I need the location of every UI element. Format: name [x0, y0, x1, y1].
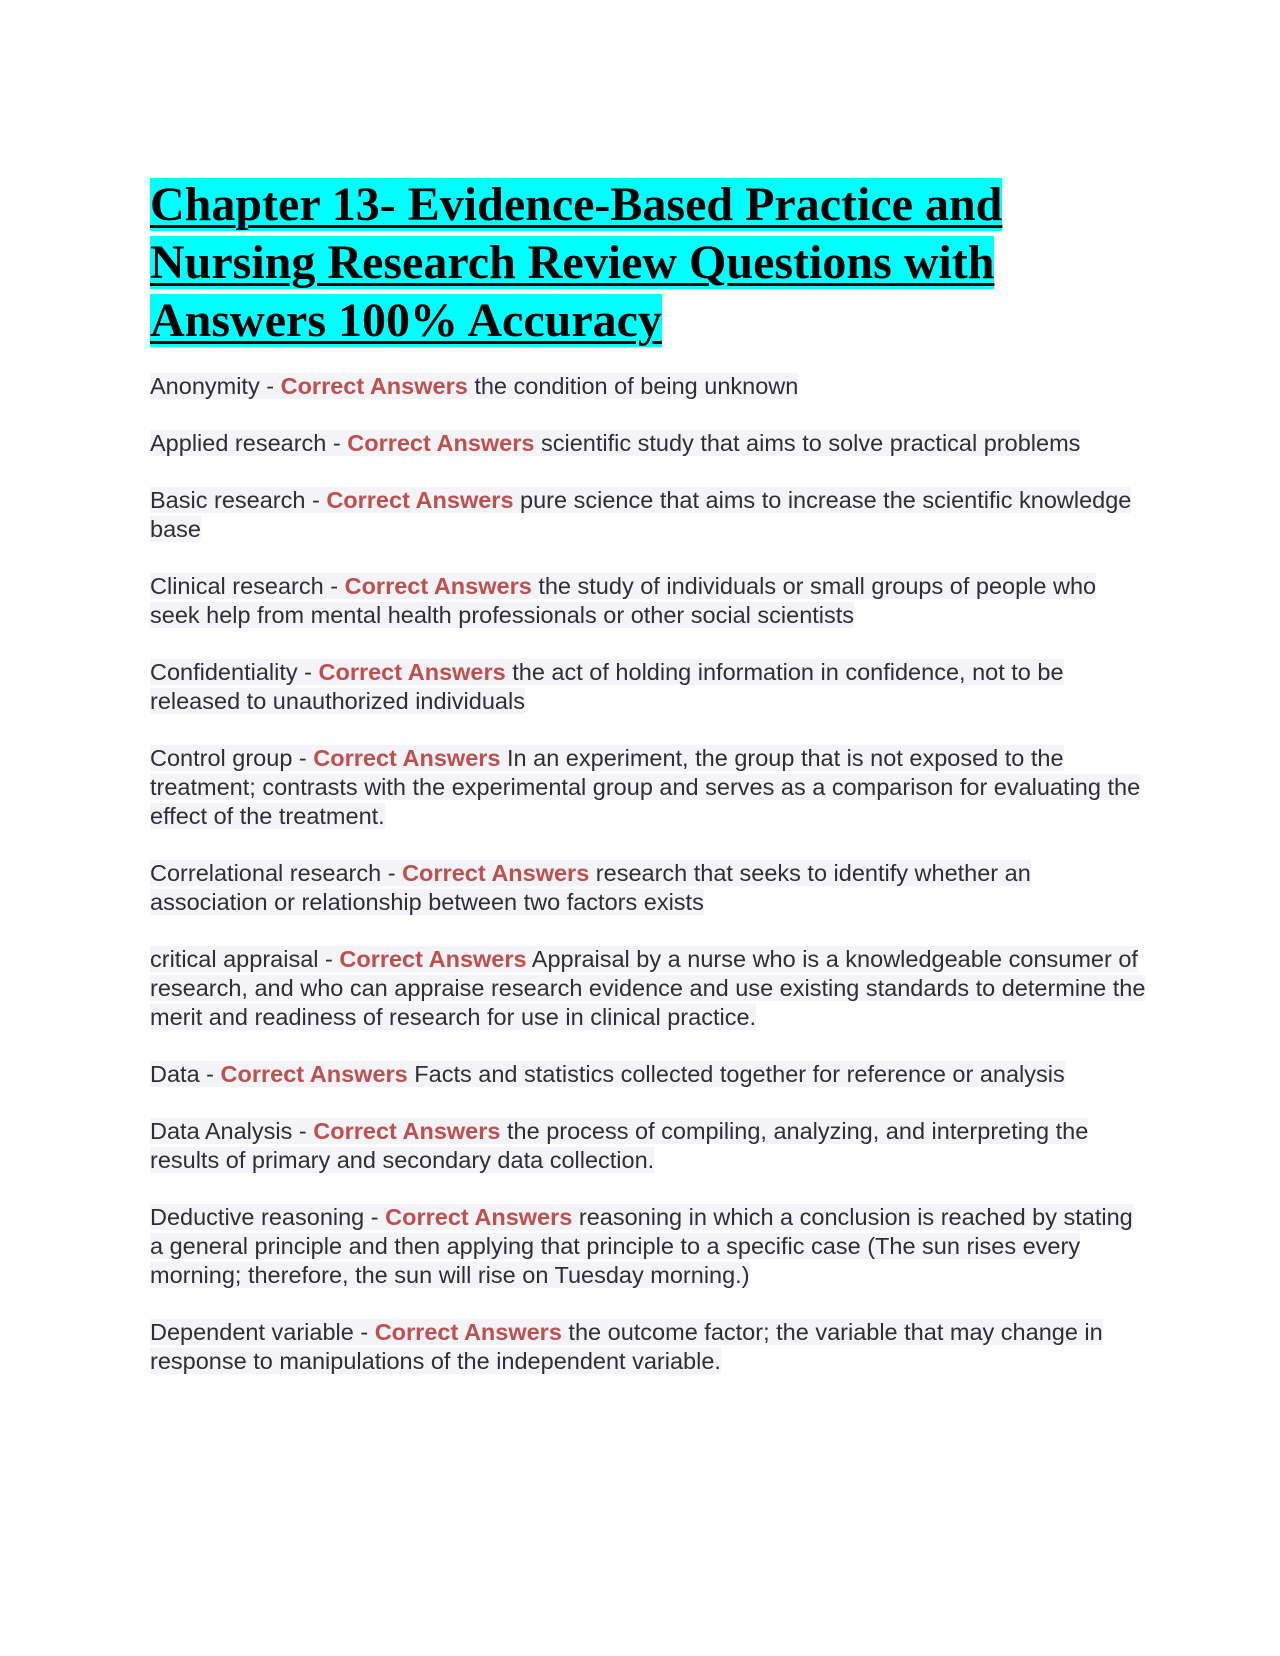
- answer-label: Correct Answers: [347, 430, 535, 456]
- document-page: [150, 176, 1150, 1404]
- answer-label: Correct Answers: [220, 1061, 408, 1087]
- entry-definition: reasoning in which a conclusion is reached by stating a general principle and then applying that principle to a specific case (The sun rises every morning; therefore, the sun will rise on Tuesday morning.): [150, 1204, 1133, 1288]
- entry-text: [150, 745, 1140, 829]
- glossary-entry: [150, 1060, 1150, 1089]
- answer-label: Correct Answers: [280, 373, 468, 399]
- entry-definition: the outcome factor; the variable that may change in response to manipulations of the independent variable.: [150, 1319, 1103, 1374]
- document-title: [150, 176, 1150, 350]
- answer-label: Correct Answers: [339, 946, 527, 972]
- answer-label: Correct Answers: [313, 745, 501, 771]
- glossary-list: [150, 372, 1150, 1376]
- entry-term: Data -: [150, 1061, 221, 1087]
- entry-text: [150, 1319, 1103, 1374]
- glossary-entry: [150, 859, 1150, 917]
- entry-text: [150, 487, 1131, 542]
- glossary-entry: [150, 658, 1150, 716]
- entry-term: Dependent variable -: [150, 1319, 375, 1345]
- entry-text: [150, 659, 1064, 714]
- glossary-entry: [150, 572, 1150, 630]
- entry-text: [150, 373, 798, 399]
- answer-label: Correct Answers: [385, 1204, 573, 1230]
- entry-text: [150, 1061, 1065, 1087]
- entry-text: [150, 1118, 1088, 1173]
- glossary-entry: [150, 372, 1150, 401]
- entry-definition: the study of individuals or small groups of people who seek help from mental health professionals or other social scientists: [150, 573, 1097, 628]
- entry-definition: the condition of being unknown: [467, 373, 799, 399]
- entry-text: [150, 1204, 1133, 1288]
- glossary-entry: [150, 1117, 1150, 1175]
- entry-text: [150, 573, 1096, 628]
- entry-text: [150, 946, 1145, 1030]
- answer-label: Correct Answers: [313, 1118, 501, 1144]
- entry-definition: Facts and statistics collected together for reference or analysis: [407, 1061, 1065, 1087]
- entry-term: Control group -: [150, 745, 314, 771]
- entry-term: Correlational research -: [150, 860, 403, 886]
- glossary-entry: [150, 1203, 1150, 1290]
- glossary-entry: [150, 429, 1150, 458]
- answer-label: Correct Answers: [402, 860, 590, 886]
- entry-term: Anonymity -: [150, 373, 281, 399]
- entry-definition: In an experiment, the group that is not exposed to the treatment; contrasts with the experimental group and serves as a comparison for evaluating the effect of the treatment.: [150, 745, 1141, 829]
- glossary-entry: [150, 1318, 1150, 1376]
- glossary-entry: [150, 945, 1150, 1032]
- entry-text: [150, 860, 1031, 915]
- answer-label: Correct Answers: [374, 1319, 562, 1345]
- entry-definition: pure science that aims to increase the scientific knowledge base: [150, 487, 1132, 542]
- entry-definition: research that seeks to identify whether an association or relationship between two factors exists: [150, 860, 1031, 915]
- answer-label: Correct Answers: [326, 487, 514, 513]
- answer-label: Correct Answers: [344, 573, 532, 599]
- entry-definition: the act of holding information in confidence, not to be released to unauthorized individuals: [150, 659, 1064, 714]
- glossary-entry: [150, 486, 1150, 544]
- entry-definition: the process of compiling, analyzing, and interpreting the results of primary and secondary data collection.: [150, 1118, 1089, 1173]
- entry-definition: Appraisal by a nurse who is a knowledgeable consumer of research, and who can appraise research evidence and use existing standards to determine the merit and readiness of research for use in clinical practice.: [150, 946, 1146, 1030]
- entry-term: Clinical research -: [150, 573, 345, 599]
- glossary-entry: [150, 744, 1150, 831]
- entry-text: [150, 430, 1080, 456]
- entry-definition: scientific study that aims to solve practical problems: [534, 430, 1081, 456]
- answer-label: Correct Answers: [318, 659, 506, 685]
- entry-term: Basic research -: [150, 487, 327, 513]
- entry-term: critical appraisal -: [150, 946, 340, 972]
- title-text: Chapter 13- Evidence-Based Practice and Nursing Research Review Questions with Answers 100% Accuracy: [150, 178, 1003, 347]
- entry-term: Applied research -: [150, 430, 348, 456]
- entry-term: Data Analysis -: [150, 1118, 314, 1144]
- entry-term: Confidentiality -: [150, 659, 319, 685]
- entry-term: Deductive reasoning -: [150, 1204, 386, 1230]
